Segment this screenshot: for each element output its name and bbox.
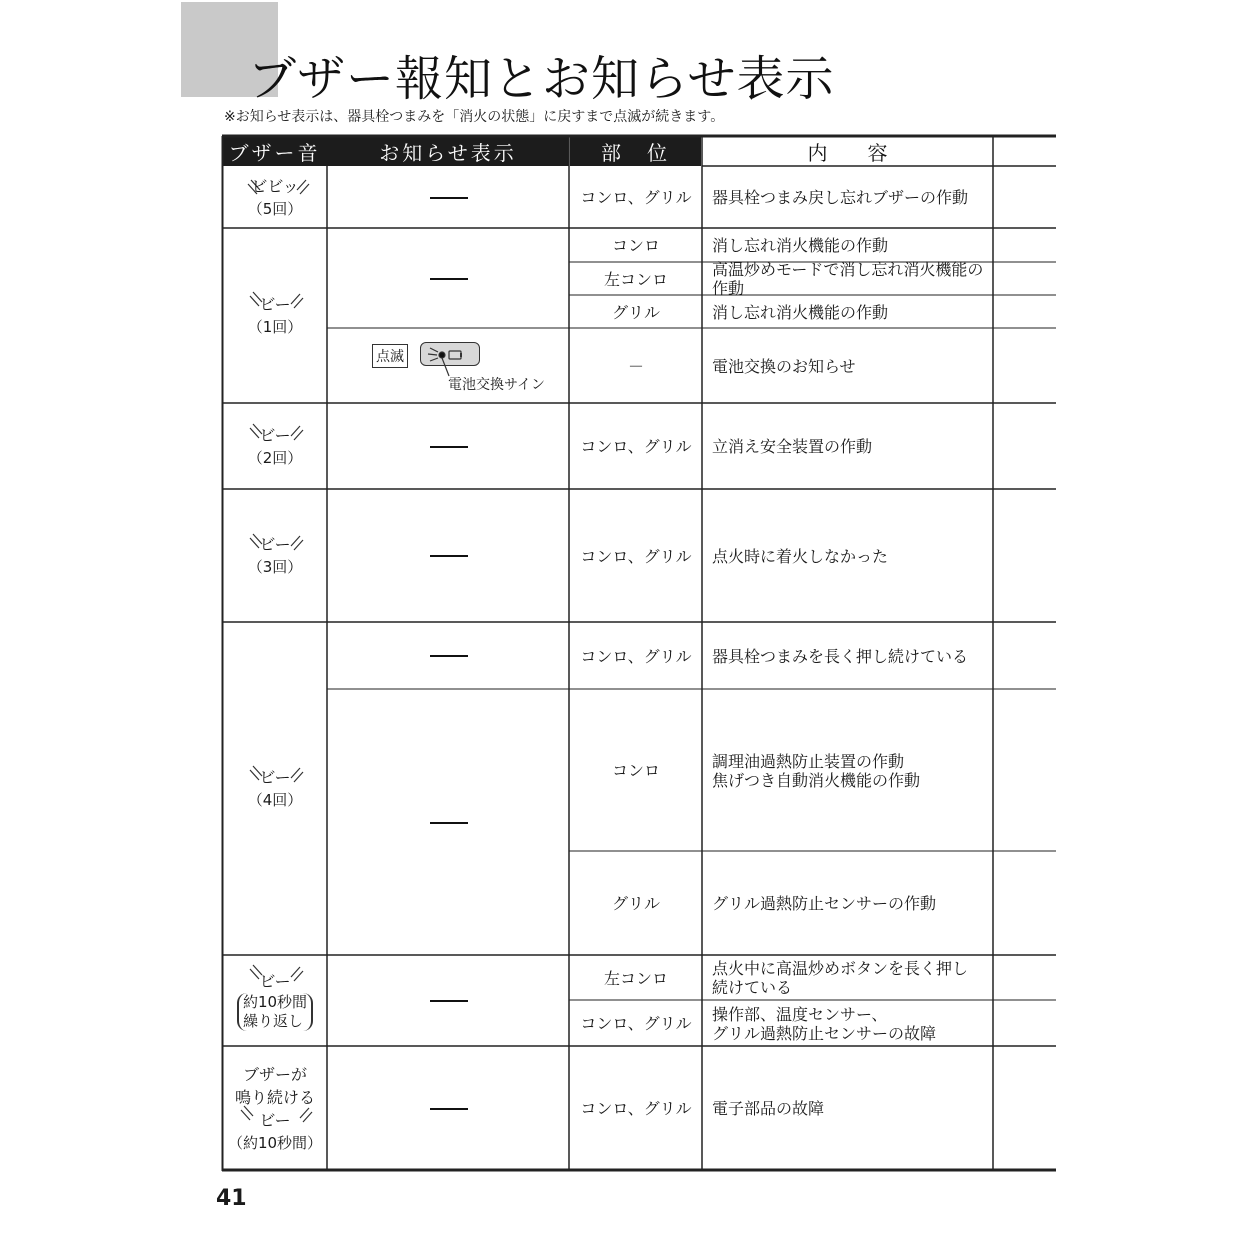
content-cell: 高温炒めモードで消し忘れ消火機能の作動 [712,260,984,298]
display-cell [328,404,569,489]
content-line: 調理油過熱防止装置の作動 [712,751,905,771]
content-cell: 器具栓つまみを長く押し続けている [712,646,969,666]
no-display-dash [430,655,468,657]
buzzer-sound: ビビッ [251,176,299,196]
buzzer-count: （2回） [247,448,303,467]
content-cell: 器具栓つまみ戻し忘れブザーの作動 [712,188,969,207]
content-line: 点火中に高温炒めボタンを長く押し [712,959,969,978]
part-cell: コンロ、グリル [580,1014,692,1033]
part-cell: コンロ、グリル [580,646,692,666]
part-cell: 左コンロ [603,968,668,988]
buzzer-count: （4回） [247,791,303,809]
buzzer-count: （約10秒間） [227,1133,323,1152]
part-cell: コンロ [611,761,660,780]
content-cell [703,1001,993,1046]
buzzer-sound: ビー [259,295,291,314]
display-cell [328,490,569,622]
buzzer-cell [223,229,327,403]
buzzer-cell [223,623,327,955]
part-cell: コンロ、グリル [580,188,692,207]
content-line: 続けている [712,978,793,997]
buzzer-duration [237,993,313,1031]
part-cell: コンロ、グリル [580,546,692,566]
no-display-dash [430,1108,468,1110]
header-content: 内 容 [807,141,888,165]
content-cell: 電池交換のお知らせ [712,356,856,376]
part-cell: コンロ、グリル [580,437,692,456]
part-cell: グリル [611,894,660,913]
display-cell [328,167,569,228]
content-cell [703,956,993,1000]
display-cell [328,229,569,328]
buzzer-text: 鳴り続ける [234,1087,315,1107]
page-title: ブザー報知とお知らせ表示 [248,51,835,107]
no-display-dash [430,1000,468,1002]
content-line: グリル過熱防止センサーの故障 [712,1023,937,1043]
display-cell [328,690,569,955]
buzzer-cell [223,167,327,228]
buzzer-count: （5回） [247,199,303,218]
buzzer-sound: ビー [259,1110,291,1130]
buzzer-sound: ビー [259,768,291,787]
content-cell: 立消え安全装置の作動 [712,437,873,456]
header-buzzer: ブザー音 [228,141,321,165]
buzzer-duration-line: 繰り返し [242,1012,303,1030]
page-note: ※お知らせ表示は、器具栓つまみを「消火の状態」に戻すまで点滅が続きます。 [224,109,725,125]
part-cell: － [627,356,644,376]
buzzer-sound: ビー [259,972,291,991]
battery-sign-label: 電池交換サイン [448,377,546,393]
display-cell [328,1047,569,1170]
no-display-dash [430,822,468,824]
buzzer-cell [223,1047,327,1170]
buzzer-cell [223,956,327,1046]
no-display-dash [430,197,468,199]
display-cell [328,956,569,1046]
content-cell: 消し忘れ消火機能の作動 [712,302,889,322]
buzzer-duration-line: 約10秒間 [242,993,308,1011]
content-line: 操作部、温度センサー、 [712,1004,888,1024]
buzzer-count: （3回） [247,558,303,576]
content-cell: 電子部品の故障 [712,1099,825,1118]
no-display-dash [430,278,468,280]
header-display: お知らせ表示 [379,141,517,165]
part-cell: コンロ、グリル [580,1099,692,1118]
buzzer-cell [223,490,327,622]
buzzer-sound: ビー [259,425,291,445]
battery-lamp-illustration [372,342,562,398]
content-cell: 点火時に着火しなかった [712,546,889,566]
blink-label: 点滅 [372,344,408,368]
header-part: 部 位 [601,141,670,165]
buzzer-cell [223,404,327,489]
content-cell: グリル過熱防止センサーの作動 [712,894,937,913]
buzzer-count: （1回） [247,318,303,336]
no-display-dash [430,555,468,557]
no-display-dash [430,446,468,448]
page-number: 41 [216,1186,247,1211]
content-line: 焦げつき自動消火機能の作動 [712,770,921,790]
part-cell: 左コンロ [603,269,668,289]
content-cell [703,690,993,851]
buzzer-sound: ビー [259,535,291,554]
part-cell: コンロ [611,236,660,255]
buzzer-text: ブザーが [242,1064,307,1084]
content-cell: 消し忘れ消火機能の作動 [712,236,889,255]
part-cell: グリル [611,302,660,322]
display-cell [328,623,569,689]
